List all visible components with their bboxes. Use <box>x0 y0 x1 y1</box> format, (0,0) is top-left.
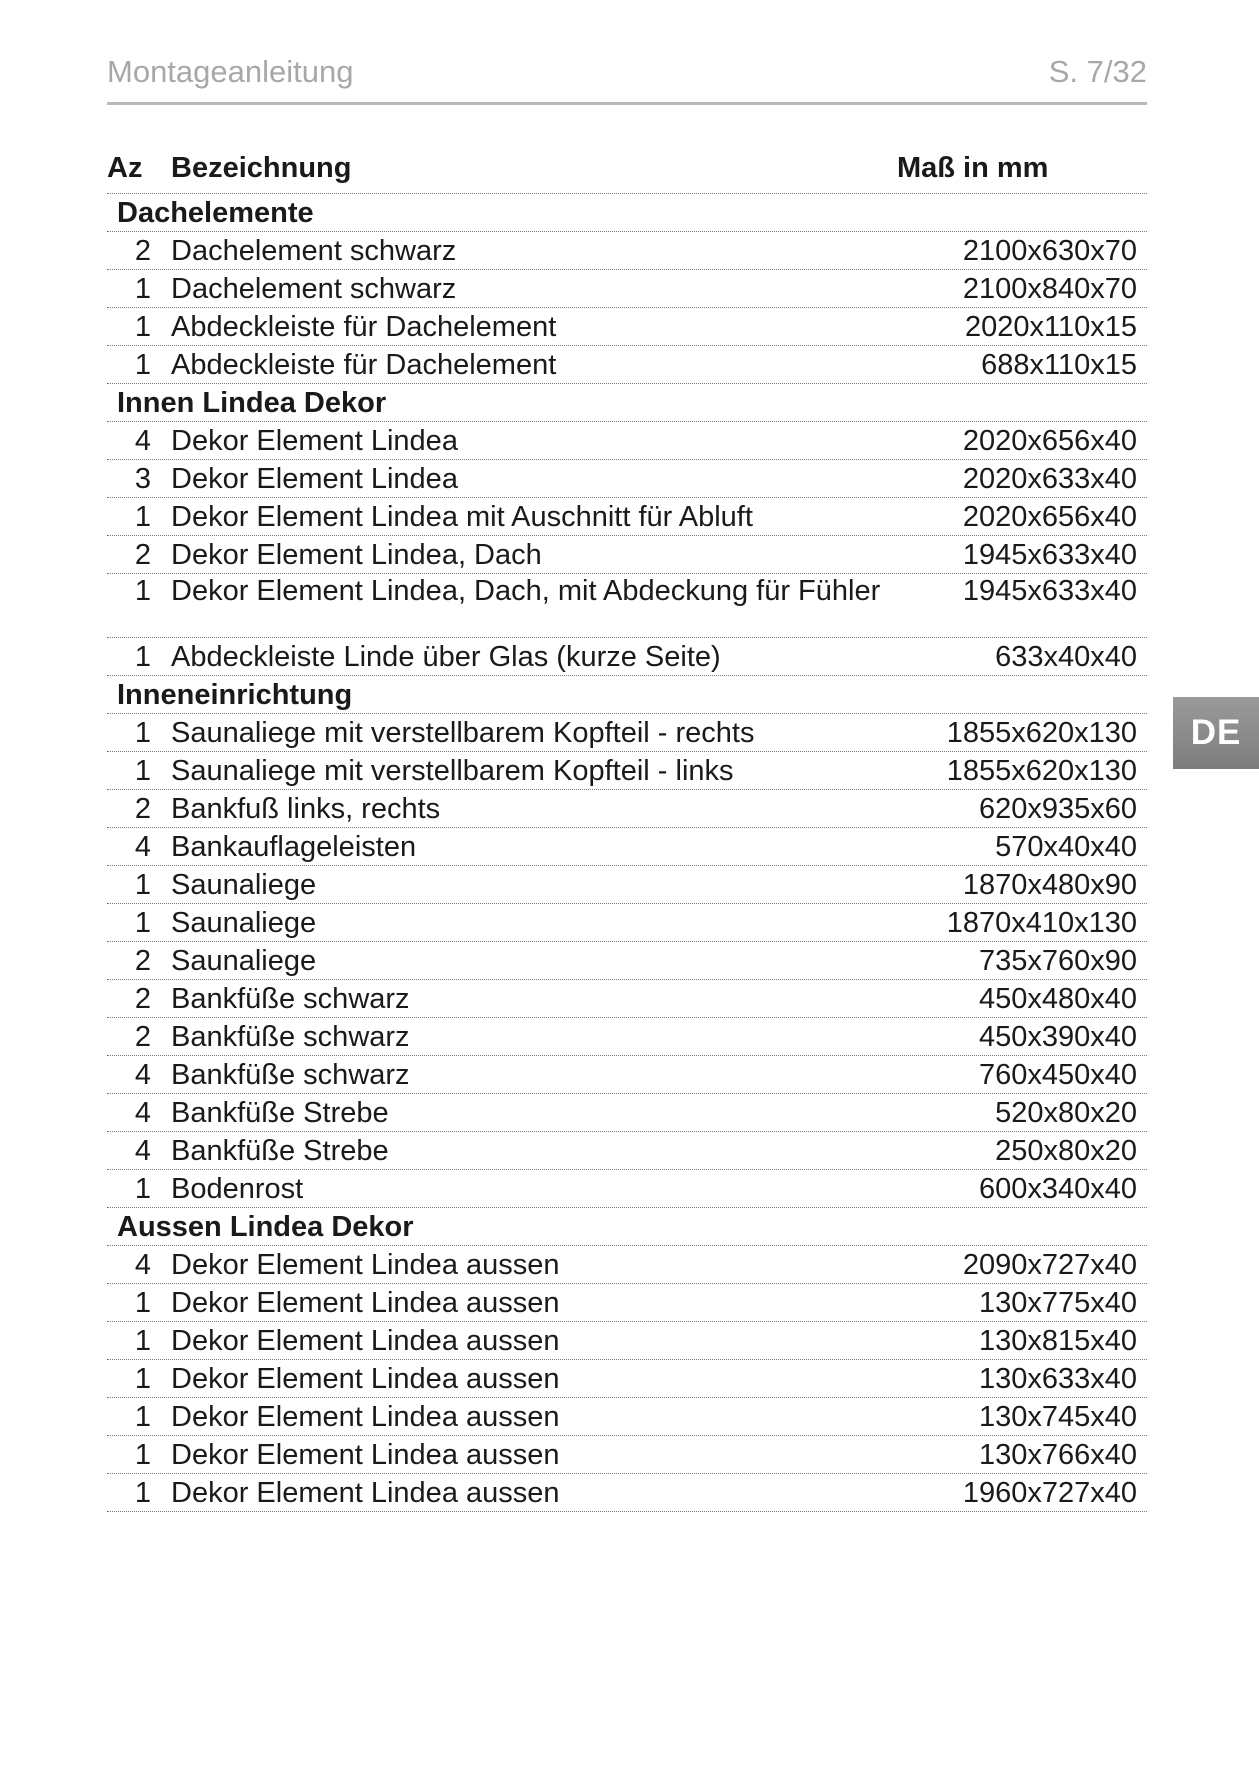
dimension-cell: 1855x620x130 <box>946 717 1137 749</box>
description-cell: Dekor Element Lindea <box>171 425 458 457</box>
dimension-cell: 130x633x40 <box>978 1363 1137 1395</box>
dimension-cell: 688x110x15 <box>981 349 1137 381</box>
description-cell: Bankfüße Strebe <box>171 1097 389 1129</box>
dimension-cell: 1945x633x40 <box>962 539 1137 571</box>
column-header-name: Bezeichnung <box>171 152 352 184</box>
description-cell: Abdeckleiste für Dachelement <box>171 349 557 381</box>
quantity-cell: 2 <box>134 539 151 571</box>
dimension-cell: 250x80x20 <box>995 1135 1137 1167</box>
quantity-cell: 1 <box>134 349 151 381</box>
section-header <box>107 194 1147 232</box>
description-cell: Dekor Element Lindea aussen <box>171 1363 560 1395</box>
table-row <box>107 828 1147 866</box>
quantity-cell: 1 <box>134 311 151 343</box>
description-cell: Bodenrost <box>171 1173 304 1205</box>
column-header-az: Az <box>107 152 143 184</box>
dimension-cell: 2020x110x15 <box>964 311 1137 343</box>
quantity-cell: 1 <box>134 755 151 787</box>
column-header-size: Maß in mm <box>897 152 1049 184</box>
description-cell: Saunaliege mit verstellbarem Kopfteil - rechts <box>171 717 755 749</box>
table-header <box>107 148 1147 194</box>
table-row <box>107 1018 1147 1056</box>
table-row <box>107 498 1147 536</box>
dimension-cell: 2020x656x40 <box>962 425 1137 457</box>
quantity-cell: 4 <box>134 1135 151 1167</box>
dimension-cell: 2100x840x70 <box>962 273 1137 305</box>
section-header <box>107 1208 1147 1246</box>
description-cell: Saunaliege <box>171 869 317 901</box>
quantity-cell: 4 <box>134 1097 151 1129</box>
quantity-cell: 1 <box>134 717 151 749</box>
quantity-cell: 2 <box>134 235 151 267</box>
dimension-cell: 760x450x40 <box>978 1059 1137 1091</box>
description-cell: Dekor Element Lindea <box>171 463 458 495</box>
description-cell: Saunaliege <box>171 907 317 939</box>
table-row <box>107 422 1147 460</box>
description-cell: Dekor Element Lindea aussen <box>171 1287 560 1319</box>
description-cell: Abdeckleiste für Dachelement <box>171 311 557 343</box>
dimension-cell: 633x40x40 <box>995 641 1137 673</box>
table-row <box>107 1360 1147 1398</box>
dimension-cell: 2100x630x70 <box>962 235 1137 267</box>
language-tab: DE <box>1173 697 1259 769</box>
description-cell: Dekor Element Lindea aussen <box>171 1249 560 1281</box>
table-row <box>107 1474 1147 1512</box>
table-row <box>107 752 1147 790</box>
table-row <box>107 232 1147 270</box>
dimension-cell: 450x390x40 <box>978 1021 1137 1053</box>
description-cell: Dekor Element Lindea, Dach, mit Abdeckung für Fühler <box>171 575 881 607</box>
quantity-cell: 4 <box>134 831 151 863</box>
table-row <box>107 1094 1147 1132</box>
description-cell: Dachelement schwarz <box>171 235 457 267</box>
description-cell: Bankfüße schwarz <box>171 1059 410 1091</box>
table-row <box>107 866 1147 904</box>
description-cell: Bankfüße schwarz <box>171 983 410 1015</box>
dimension-cell: 130x766x40 <box>978 1439 1137 1471</box>
table-row <box>107 346 1147 384</box>
dimension-cell: 735x760x90 <box>978 945 1137 977</box>
dimension-cell: 1960x727x40 <box>962 1477 1137 1509</box>
table-row <box>107 714 1147 752</box>
page-number: S. 7/32 <box>1048 54 1147 89</box>
quantity-cell: 2 <box>134 793 151 825</box>
quantity-cell: 1 <box>134 869 151 901</box>
dimension-cell: 570x40x40 <box>995 831 1137 863</box>
quantity-cell: 2 <box>134 1021 151 1053</box>
quantity-cell: 1 <box>134 501 151 533</box>
table-row <box>107 308 1147 346</box>
description-cell: Dekor Element Lindea aussen <box>171 1325 560 1357</box>
description-cell: Dekor Element Lindea aussen <box>171 1477 560 1509</box>
table-row <box>107 1132 1147 1170</box>
table-row <box>107 1246 1147 1284</box>
table-row <box>107 790 1147 828</box>
table-row <box>107 638 1147 676</box>
quantity-cell: 2 <box>134 945 151 977</box>
table-row <box>107 1056 1147 1094</box>
quantity-cell: 1 <box>134 1173 151 1205</box>
description-cell: Dachelement schwarz <box>171 273 457 305</box>
dimension-cell: 1855x620x130 <box>946 755 1137 787</box>
quantity-cell: 3 <box>134 463 151 495</box>
description-cell: Bankauflageleisten <box>171 831 417 863</box>
table-row <box>107 1284 1147 1322</box>
table-row <box>107 980 1147 1018</box>
description-cell: Dekor Element Lindea mit Auschnitt für Abluft <box>171 501 753 533</box>
description-cell: Dekor Element Lindea, Dach <box>171 539 542 571</box>
dimension-cell: 130x815x40 <box>978 1325 1137 1357</box>
description-cell: Dekor Element Lindea aussen <box>171 1439 560 1471</box>
parts-table <box>107 148 1147 1512</box>
quantity-cell: 1 <box>134 1477 151 1509</box>
dimension-cell: 600x340x40 <box>978 1173 1137 1205</box>
quantity-cell: 1 <box>134 641 151 673</box>
table-row <box>107 574 1147 638</box>
section-title: Innen Lindea Dekor <box>117 387 387 419</box>
quantity-cell: 1 <box>134 1401 151 1433</box>
section-title: Inneneinrichtung <box>117 679 353 711</box>
quantity-cell: 1 <box>134 1439 151 1471</box>
table-row <box>107 270 1147 308</box>
description-cell: Abdeckleiste Linde über Glas (kurze Seite) <box>171 641 721 673</box>
dimension-cell: 2020x633x40 <box>962 463 1137 495</box>
table-row <box>107 1436 1147 1474</box>
dimension-cell: 1945x633x40 <box>962 575 1137 607</box>
dimension-cell: 2090x727x40 <box>962 1249 1137 1281</box>
dimension-cell: 620x935x60 <box>978 793 1137 825</box>
table-row <box>107 1398 1147 1436</box>
description-cell: Saunaliege mit verstellbarem Kopfteil - links <box>171 755 734 787</box>
quantity-cell: 4 <box>134 1249 151 1281</box>
quantity-cell: 1 <box>134 1363 151 1395</box>
dimension-cell: 1870x480x90 <box>962 869 1137 901</box>
section-header <box>107 676 1147 714</box>
dimension-cell: 450x480x40 <box>978 983 1137 1015</box>
quantity-cell: 2 <box>134 983 151 1015</box>
table-row <box>107 1322 1147 1360</box>
dimension-cell: 520x80x20 <box>995 1097 1137 1129</box>
section-header <box>107 384 1147 422</box>
section-title: Aussen Lindea Dekor <box>117 1211 414 1243</box>
table-row <box>107 942 1147 980</box>
description-cell: Bankfuß links, rechts <box>171 793 441 825</box>
table-row <box>107 460 1147 498</box>
table-row <box>107 904 1147 942</box>
quantity-cell: 4 <box>134 1059 151 1091</box>
description-cell: Bankfüße Strebe <box>171 1135 389 1167</box>
quantity-cell: 4 <box>134 425 151 457</box>
dimension-cell: 1870x410x130 <box>946 907 1137 939</box>
table-row <box>107 536 1147 574</box>
document-title: Montageanleitung <box>107 54 354 89</box>
page-header <box>107 50 1147 105</box>
quantity-cell: 1 <box>134 273 151 305</box>
quantity-cell: 1 <box>134 1325 151 1357</box>
quantity-cell: 1 <box>134 1287 151 1319</box>
description-cell: Saunaliege <box>171 945 317 977</box>
quantity-cell: 1 <box>134 907 151 939</box>
dimension-cell: 2020x656x40 <box>962 501 1137 533</box>
description-cell: Bankfüße schwarz <box>171 1021 410 1053</box>
table-row <box>107 1170 1147 1208</box>
dimension-cell: 130x775x40 <box>978 1287 1137 1319</box>
section-title: Dachelemente <box>117 197 314 229</box>
description-cell: Dekor Element Lindea aussen <box>171 1401 560 1433</box>
dimension-cell: 130x745x40 <box>978 1401 1137 1433</box>
quantity-cell: 1 <box>134 575 151 607</box>
